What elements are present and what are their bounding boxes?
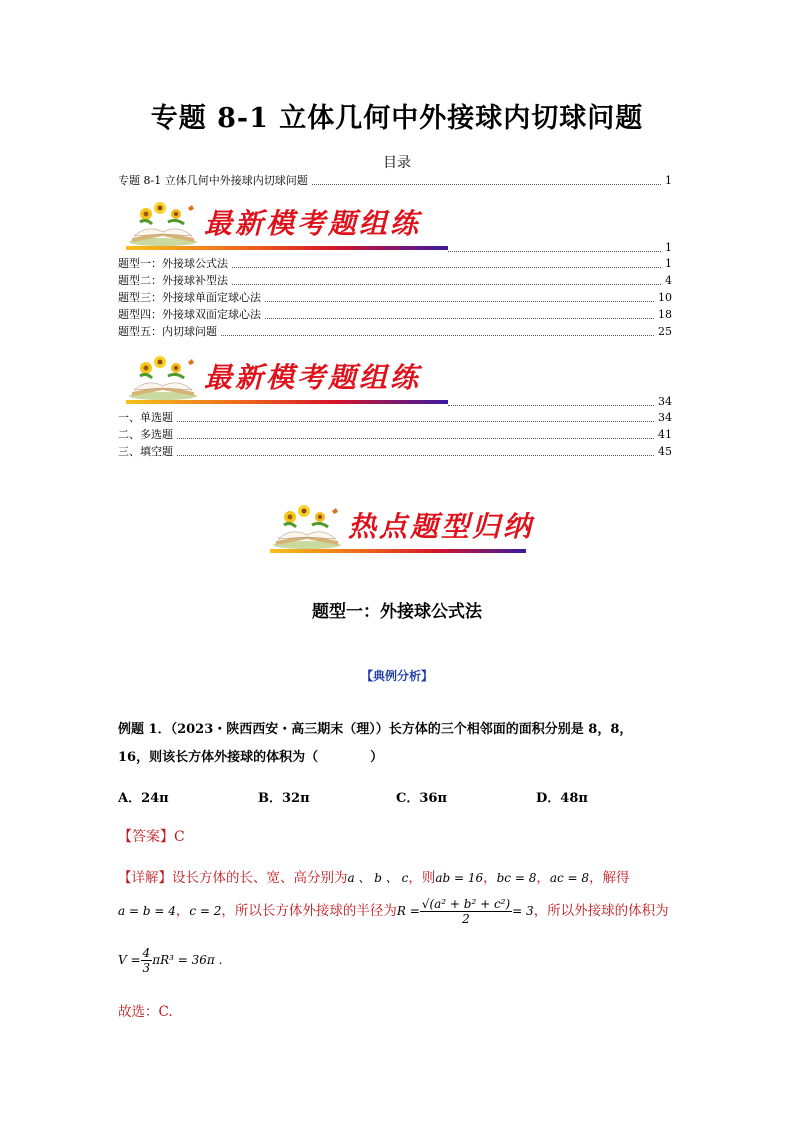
fraction-denominator: 3 (142, 961, 151, 975)
detail-text: ， (175, 903, 190, 919)
toc-entry-page: 1 (665, 241, 672, 254)
section-title: 题型一：外接球公式法 (312, 602, 482, 622)
toc-entry-page: 1 (665, 257, 672, 270)
toc-leader-dots (448, 251, 661, 252)
toc-entry-multi-choice[interactable] (118, 427, 672, 443)
detail-text: 设长方体的长、宽、高分别为 (172, 870, 348, 886)
toc-entry-text: 题型一：外接球公式法 (118, 257, 228, 270)
math-equation: = 3 (512, 904, 534, 918)
detail-line3 (118, 946, 222, 975)
toc-leader-dots (312, 184, 661, 185)
math-equation: c = 2 (189, 904, 222, 918)
toc-entry-page: 45 (658, 445, 672, 458)
toc-leader-dots (265, 301, 654, 302)
math-radius-symbol: R = (396, 904, 420, 918)
fraction-numerator: √(a² + b² + c²) (421, 897, 511, 911)
page-title: 专题 8-1 立体几何中外接球内切球问题 (150, 103, 644, 134)
toc-entry-text: 一、单选题 (118, 411, 173, 424)
fraction-numerator: 4 (142, 946, 151, 960)
math-equation: ac = 8 (549, 871, 590, 885)
math-fraction (420, 897, 512, 926)
toc-entry-type5[interactable] (118, 324, 672, 340)
toc-entry-text: 题型四：外接球双面定球心法 (118, 308, 261, 321)
option-d[interactable]: D．48π (536, 791, 588, 806)
detail-label: 【详解】 (118, 870, 172, 886)
example-analysis-heading: 【典例分析】 (360, 669, 433, 683)
detail-text: ， (536, 870, 550, 886)
toc-entry-page: 18 (658, 308, 672, 321)
banner-hot-topics (270, 503, 535, 553)
math-volume-symbol: V = (118, 953, 141, 967)
option-c[interactable]: C．36π (396, 791, 447, 806)
toc-entry-type1[interactable] (118, 256, 672, 272)
detail-text: ，所以长方体外接球的半径为 (221, 903, 397, 919)
toc-entry-text: 二、多选题 (118, 428, 173, 441)
toc-entry-main[interactable] (118, 173, 672, 189)
banner-text: 热点题型归纳 (348, 510, 535, 543)
banner-text: 最新模考题组练 (204, 207, 422, 240)
answer-line (118, 826, 185, 846)
toc-leader-dots (177, 455, 654, 456)
detail-text: ，所以外接球的体积为 (533, 903, 669, 919)
math-vars: a 、 b 、 c (347, 871, 409, 885)
banner-underline (270, 549, 526, 553)
open-book-flowers-icon (270, 503, 344, 549)
detail-text: ，解得 (589, 870, 630, 886)
toc-leader-dots (177, 421, 654, 422)
math-fraction (141, 946, 153, 975)
toc-entry-banner1[interactable] (118, 240, 672, 256)
answer-value: C (174, 829, 185, 845)
toc-entry-type2[interactable] (118, 273, 672, 289)
banner-text: 最新模考题组练 (204, 361, 422, 394)
toc-leader-dots (232, 267, 661, 268)
toc-entry-type3[interactable] (118, 290, 672, 306)
toc-leader-dots (265, 318, 654, 319)
example-question-line2: 16，则该长方体外接球的体积为（ ） (118, 750, 384, 765)
toc-entry-text: 题型三：外接球单面定球心法 (118, 291, 261, 304)
math-equation: a = b = 4 (118, 904, 176, 918)
toc-entry-banner2[interactable] (118, 394, 672, 410)
toc-entry-page: 4 (665, 274, 672, 287)
fraction-denominator: 2 (462, 912, 470, 926)
toc-leader-dots (221, 335, 654, 336)
math-equation: ab = 16 (435, 871, 484, 885)
conclusion: 故选：C. (118, 1004, 173, 1020)
toc-entry-page: 34 (658, 411, 672, 424)
example-question-line1: 例题 1．（2023・陕西西安・高三期末（理））长方体的三个相邻面的面积分别是 8，8， (118, 722, 633, 737)
toc-entry-text: 专题 8-1 立体几何中外接球内切球问题 (118, 174, 308, 187)
detail-line2 (118, 897, 669, 926)
option-a[interactable]: A．24π (118, 791, 169, 806)
detail-line1 (118, 866, 630, 886)
toc-leader-dots (177, 438, 654, 439)
toc-entry-page: 1 (665, 174, 672, 187)
toc-leader-dots (232, 284, 661, 285)
toc-entry-page: 10 (658, 291, 672, 304)
detail-text: ，则 (408, 870, 436, 886)
math-equation: πR³ = 36π . (152, 953, 223, 967)
math-equation: bc = 8 (496, 871, 537, 885)
toc-heading: 目录 (383, 155, 411, 171)
toc-entry-fill-blank[interactable] (118, 444, 672, 460)
detail-text: ， (483, 870, 497, 886)
toc-leader-dots (448, 405, 654, 406)
toc-entry-text: 三、填空题 (118, 445, 173, 458)
toc-entry-page: 25 (658, 325, 672, 338)
toc-entry-page: 34 (658, 395, 672, 408)
toc-entry-page: 41 (658, 428, 672, 441)
toc-entry-single-choice[interactable] (118, 410, 672, 426)
answer-label: 【答案】 (118, 829, 174, 845)
toc-entry-text: 题型二：外接球补型法 (118, 274, 228, 287)
option-b[interactable]: B．32π (258, 791, 310, 806)
toc-entry-text: 题型五：内切球问题 (118, 325, 217, 338)
toc-entry-type4[interactable] (118, 307, 672, 323)
